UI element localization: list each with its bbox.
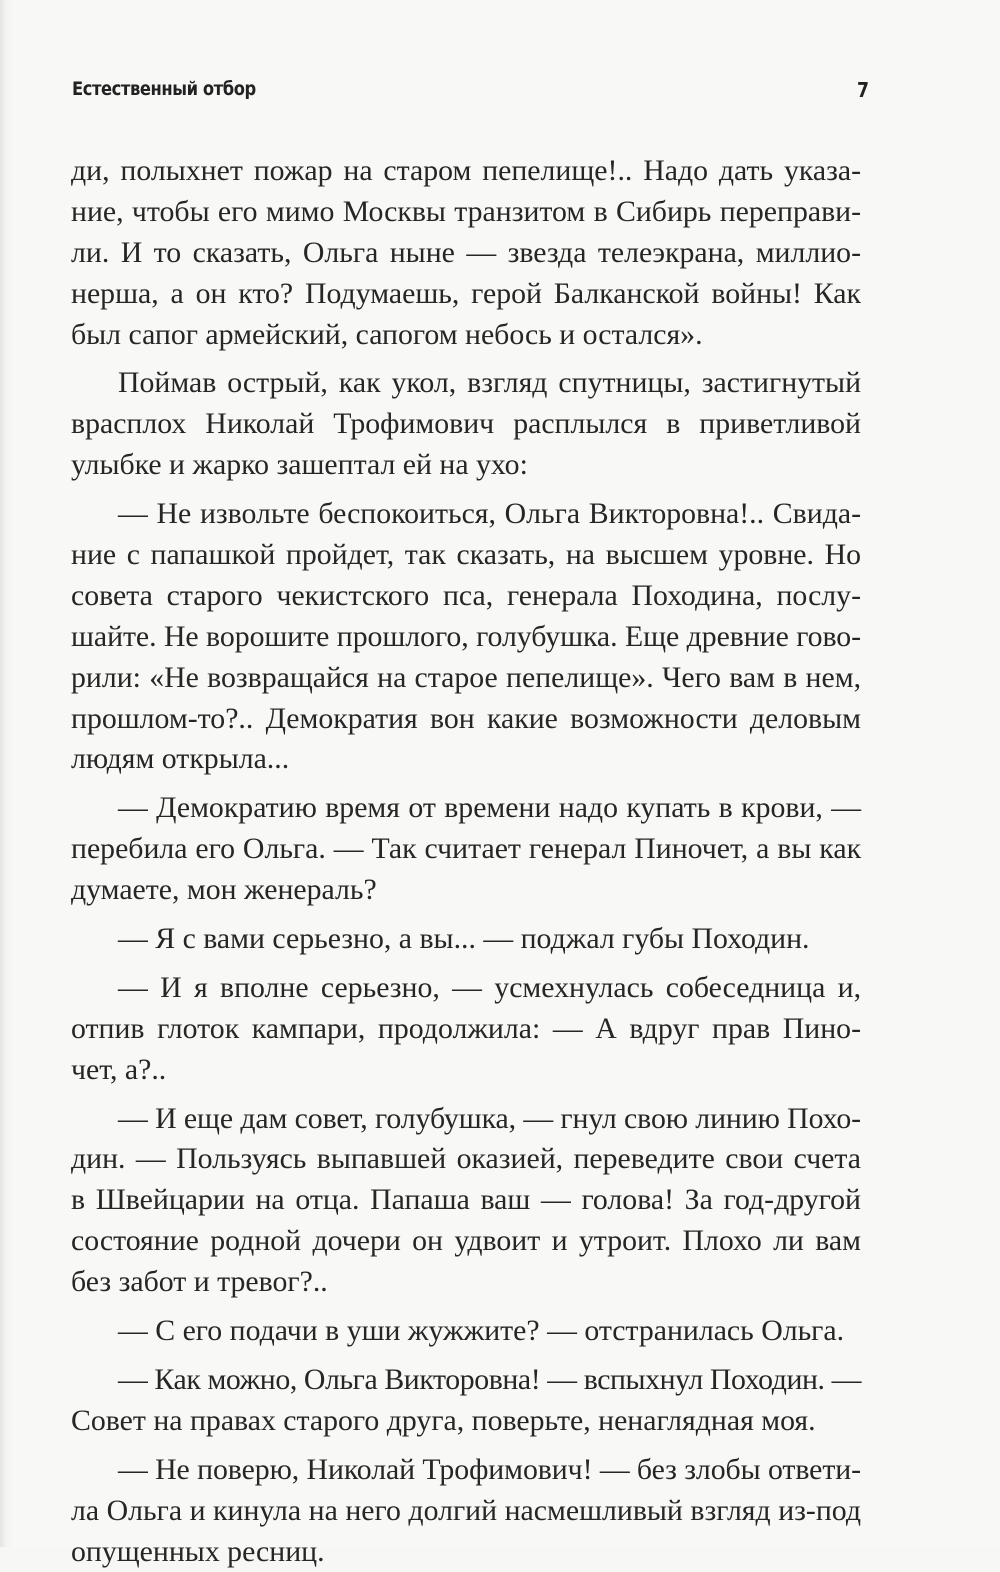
text-line: в Швейцарии на отца. Папаша ваш — голова! За год-другой (71, 1180, 861, 1221)
text-line: — И я вполне серьезно, — усмехнулась собеседница и, (71, 968, 861, 1009)
running-title: Естественный отбор (72, 78, 256, 100)
text-line: — С его подачи в уши жужжите? — отстранилась Ольга. (71, 1311, 861, 1352)
body-text (71, 151, 861, 1572)
text-line: отпив глоток кампари, продолжила: — А вдруг прав Пино- (71, 1009, 861, 1050)
text-line: — Не извольте беспокоиться, Ольга Викторовна!.. Свида- (71, 494, 861, 535)
text-line: опущенных ресниц. (71, 1532, 861, 1572)
text-line: ние, чтобы его мимо Москвы транзитом в Сибирь переправи- (71, 192, 861, 233)
paragraph (71, 363, 861, 486)
text-line: чет, а?.. (71, 1050, 861, 1091)
text-line: Совет на правах старого друга, поверьте, ненаглядная моя. (71, 1401, 861, 1442)
text-line: совета старого чекистского пса, генерала Походина, послу- (71, 576, 861, 617)
text-line: ли. И то сказать, Ольга ныне — звезда телеэкрана, миллио- (71, 233, 861, 274)
text-line: состояние родной дочери он удвоит и утроит. Плохо ли вам (71, 1221, 861, 1262)
text-line: врасплох Николай Трофимович расплылся в приветливой (71, 404, 861, 445)
paragraph-gap (71, 911, 861, 919)
page-number: 7 (857, 78, 869, 102)
paragraph-gap (71, 486, 861, 494)
paragraph-gap (71, 960, 861, 968)
text-line: рили: «Не возвращайся на старое пепелище». Чего вам в нем, (71, 658, 861, 699)
text-line: Поймав острый, как укол, взгляд спутницы, застигнутый (71, 363, 861, 404)
text-line: шайте. Не ворошите прошлого, голубушка. Еще древние гово- (71, 617, 861, 658)
text-line: думаете, мон женераль? (71, 870, 861, 911)
text-line: ди, полыхнет пожар на старом пепелище!.. Надо дать указа- (71, 151, 861, 192)
text-line: ла Ольга и кинула на него долгий насмешливый взгляд из-под (71, 1491, 861, 1532)
paragraph-gap (71, 1442, 861, 1450)
text-line: — И еще дам совет, голубушка, — гнул свою линию Похо- (71, 1099, 861, 1140)
text-line: — Не поверю, Николай Трофимович! — без злобы ответи- (71, 1450, 861, 1491)
text-line: был сапог армейский, сапогом небось и остался». (71, 315, 861, 356)
text-line: — Я с вами серьезно, а вы... — поджал губы Походин. (71, 919, 861, 960)
text-line: прошлом-то?.. Демократия вон какие возможности деловым (71, 699, 861, 740)
paragraph (71, 151, 861, 355)
running-head (72, 78, 872, 108)
paragraph (71, 968, 861, 1091)
paragraph-gap (71, 1352, 861, 1360)
text-line: без забот и тревог?.. (71, 1262, 861, 1303)
text-line: улыбке и жарко зашептал ей на ухо: (71, 445, 861, 486)
text-line: дин. — Пользуясь выпавшей оказией, переведите свои счета (71, 1139, 861, 1180)
text-line: — Демократию время от времени надо купать в крови, — (71, 788, 861, 829)
paragraph (71, 788, 861, 911)
paragraph (71, 1099, 861, 1303)
paragraph-gap (71, 1303, 861, 1311)
paragraph (71, 1360, 861, 1442)
paragraph (71, 919, 861, 960)
paragraph (71, 1311, 861, 1352)
text-line: нерша, а он кто? Подумаешь, герой Балканской войны! Как (71, 274, 861, 315)
paragraph-gap (71, 1091, 861, 1099)
paragraph (71, 494, 861, 780)
paragraph (71, 1450, 861, 1572)
text-line: людям открыла... (71, 739, 861, 780)
text-line: перебила его Ольга. — Так считает генерал Пиночет, а вы как (71, 829, 861, 870)
paragraph-gap (71, 355, 861, 363)
text-line: — Как можно, Ольга Викторовна! — вспыхнул Походин. — (71, 1360, 861, 1401)
paragraph-gap (71, 780, 861, 788)
text-line: ние с папашкой пройдет, так сказать, на высшем уровне. Но (71, 535, 861, 576)
